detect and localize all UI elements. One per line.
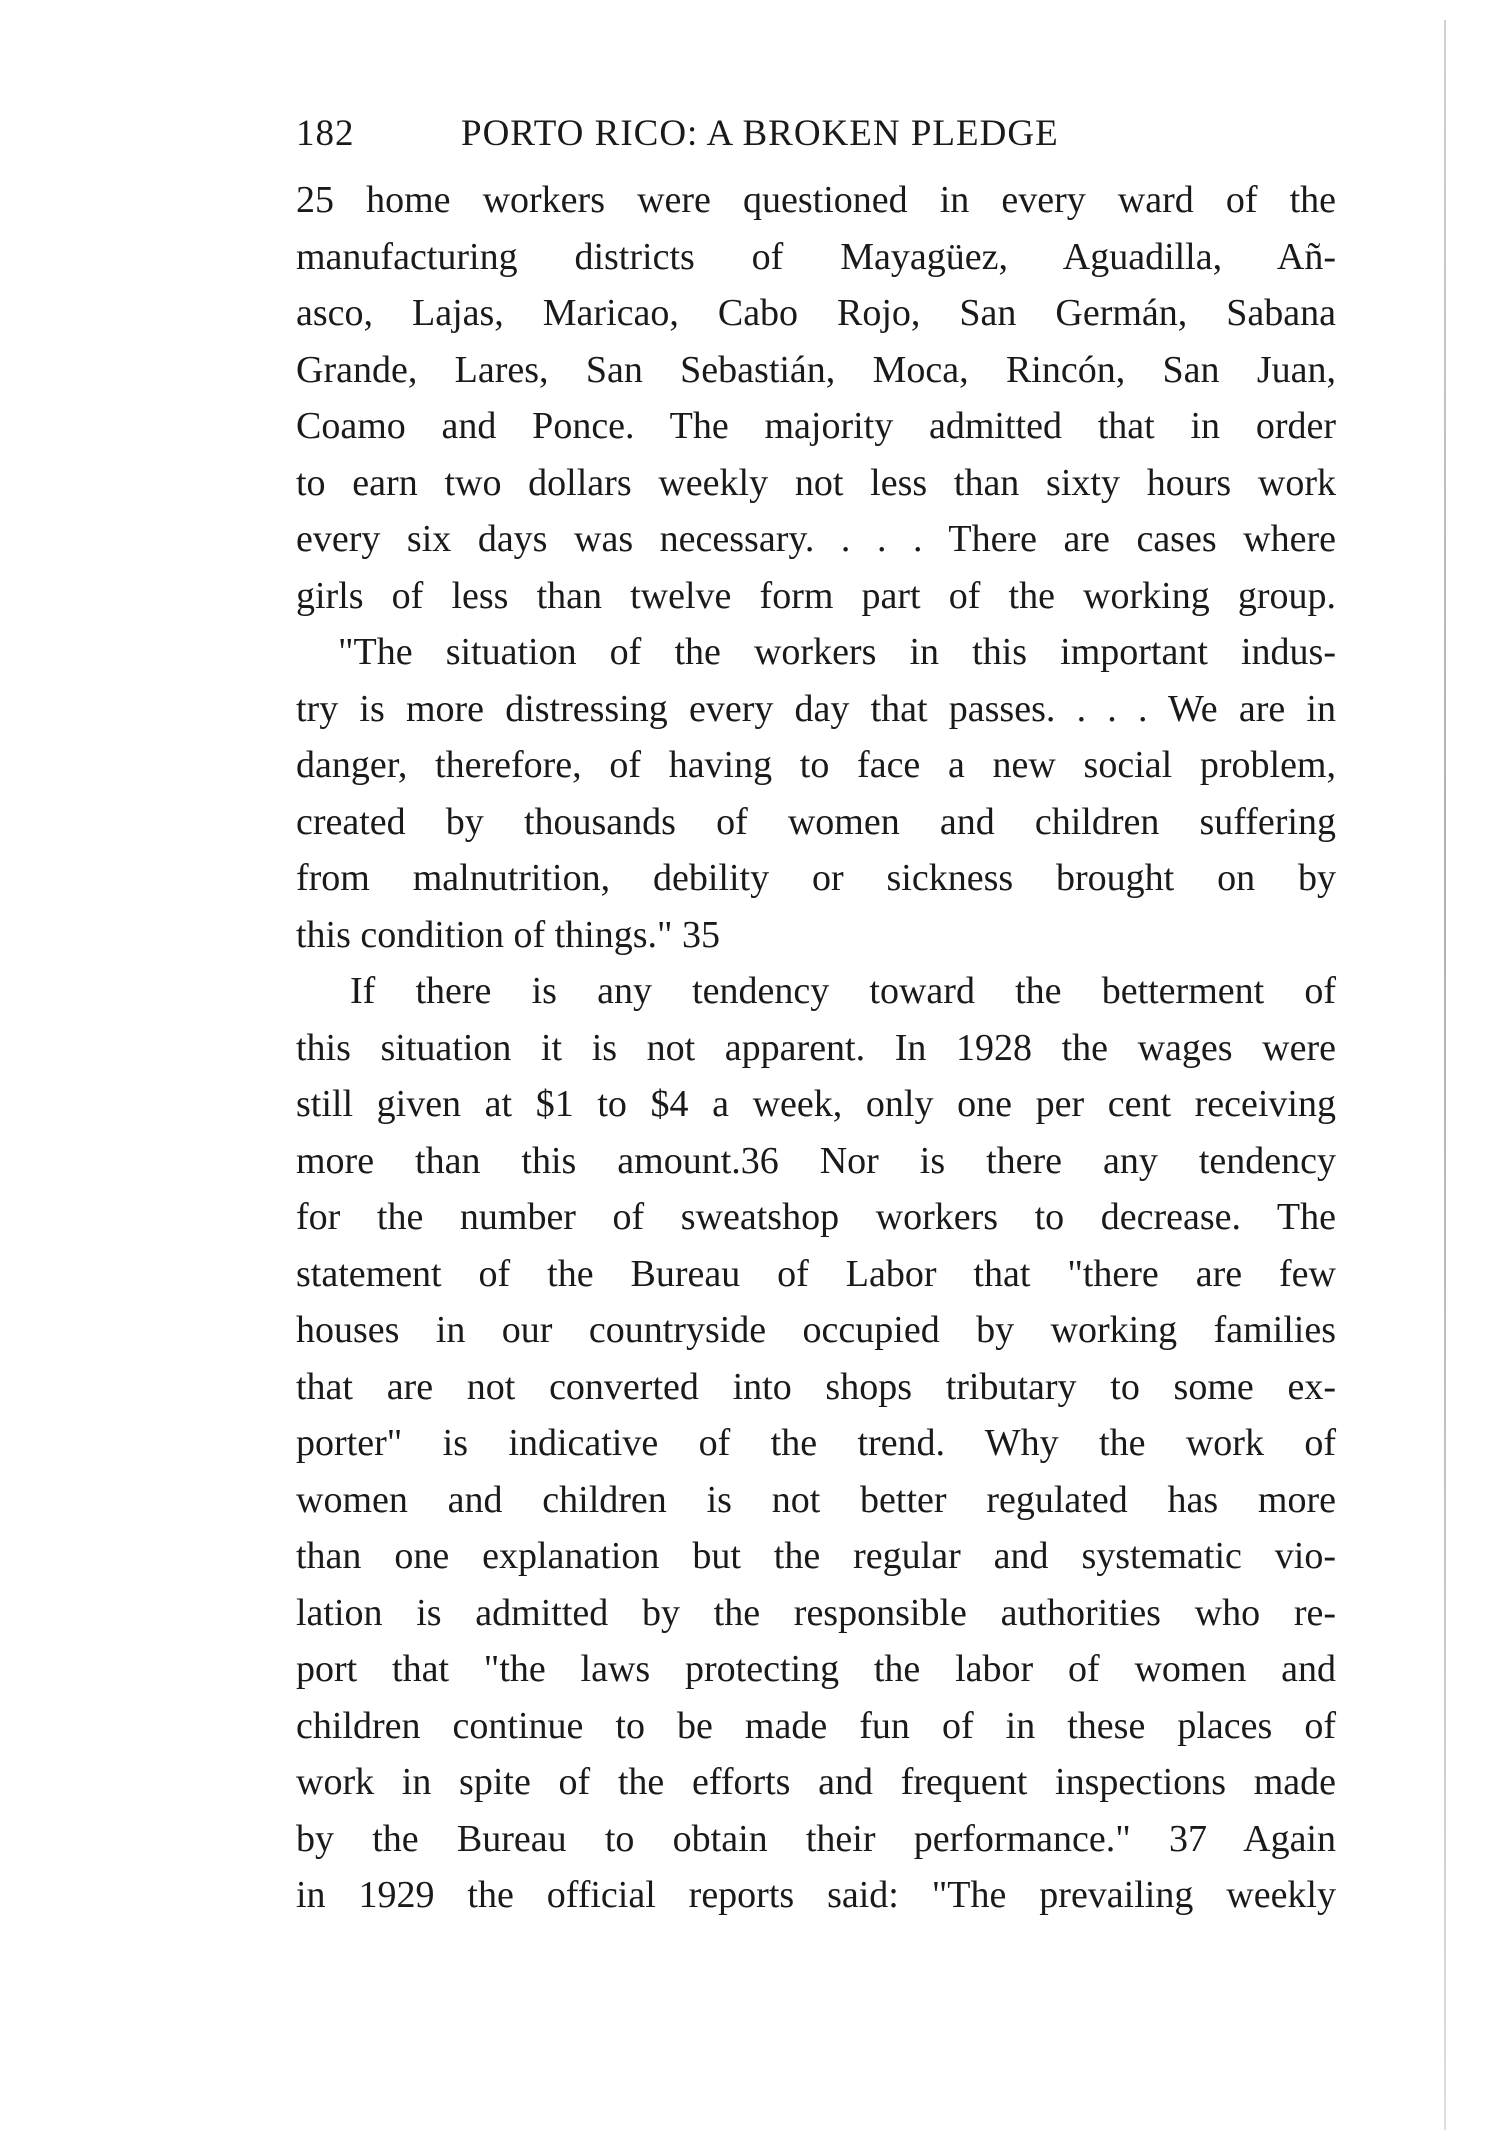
- text-line: to earn two dollars weekly not less than sixty hours work: [296, 461, 1336, 504]
- text-line: women and children is not better regulated has more: [296, 1478, 1336, 1521]
- text-line: children continue to be made fun of in these places of: [296, 1704, 1336, 1747]
- text-line: If there is any tendency toward the betterment of: [350, 970, 1336, 1012]
- text-line: still given at $1 to $4 a week, only one per cent receiving: [296, 1083, 1336, 1125]
- text-line: this situation it is not apparent. In 1928 the wages were: [296, 1026, 1336, 1069]
- page-edge-shadow: [1444, 20, 1446, 2130]
- body-text: [296, 172, 1336, 1924]
- text-line: that are not converted into shops tributary to some ex-: [296, 1365, 1336, 1408]
- text-line: Coamo and Ponce. The majority admitted that in order: [296, 405, 1336, 447]
- text-line: Grande, Lares, San Sebastián, Moca, Rincón, San Juan,: [296, 348, 1336, 391]
- text-line: more than this amount.36 Nor is there any tendency: [296, 1139, 1336, 1182]
- running-header: [296, 112, 1336, 162]
- text-line: lation is admitted by the responsible authorities who re-: [296, 1591, 1336, 1634]
- text-line: danger, therefore, of having to face a new social problem,: [296, 744, 1336, 786]
- text-line: 25 home workers were questioned in every ward of the: [296, 179, 1336, 221]
- text-line: this condition of things." 35: [296, 913, 721, 956]
- text-line: manufacturing districts of Mayagüez, Aguadilla, Añ-: [296, 235, 1336, 278]
- text-line: statement of the Bureau of Labor that "there are few: [296, 1252, 1336, 1295]
- text-line: every six days was necessary. . . . There are cases where: [296, 518, 1336, 560]
- text-line: porter" is indicative of the trend. Why the work of: [296, 1422, 1336, 1464]
- text-line: in 1929 the official reports said: "The prevailing weekly: [296, 1874, 1336, 1916]
- text-line: than one explanation but the regular and systematic vio-: [296, 1535, 1336, 1577]
- text-line: for the number of sweatshop workers to decrease. The: [296, 1196, 1336, 1238]
- text-line: houses in our countryside occupied by working families: [296, 1309, 1336, 1351]
- page-number: 182: [296, 113, 355, 154]
- text-line: port that "the laws protecting the labor of women and: [296, 1648, 1336, 1690]
- text-line: by the Bureau to obtain their performance." 37 Again: [296, 1817, 1336, 1860]
- text-line: work in spite of the efforts and frequent inspections made: [296, 1761, 1336, 1803]
- text-line: try is more distressing every day that passes. . . . We are in: [296, 687, 1336, 730]
- text-line: created by thousands of women and children suffering: [296, 800, 1336, 843]
- text-line: girls of less than twelve form part of the working group.: [296, 574, 1336, 617]
- text-line: from malnutrition, debility or sickness brought on by: [296, 857, 1336, 899]
- text-line: "The situation of the workers in this important indus-: [338, 631, 1336, 673]
- running-title: PORTO RICO: A BROKEN PLEDGE: [461, 113, 1059, 154]
- text-line: asco, Lajas, Maricao, Cabo Rojo, San Germán, Sabana: [296, 292, 1336, 334]
